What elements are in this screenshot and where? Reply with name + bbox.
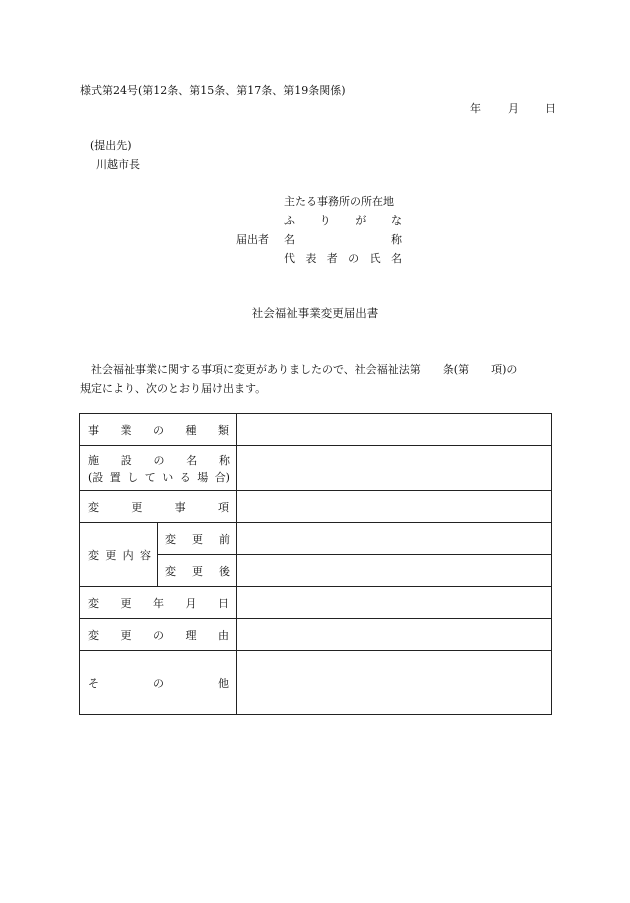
char: 更 xyxy=(192,564,203,578)
char: 更 xyxy=(120,596,132,610)
char: ふ xyxy=(284,214,295,227)
char: の xyxy=(153,423,164,437)
body-line-1 xyxy=(80,360,555,379)
table-row xyxy=(80,619,552,651)
date-year-label: 年 xyxy=(470,102,481,115)
char: る xyxy=(179,470,191,484)
char: 年 xyxy=(153,596,164,610)
char: の xyxy=(348,252,360,265)
char: 代 xyxy=(284,252,295,265)
char: 由 xyxy=(218,628,229,642)
recipient-name: 川越市長 xyxy=(96,158,140,171)
notifier-label: 届出者 xyxy=(236,233,269,246)
char: の xyxy=(153,453,165,467)
char: 他 xyxy=(218,676,229,690)
char: 項 xyxy=(217,500,229,514)
char: 設 xyxy=(120,453,132,467)
char: (設 xyxy=(88,470,104,484)
char: 前 xyxy=(219,532,230,546)
char: 氏 xyxy=(369,252,381,265)
char: 変 xyxy=(88,596,99,610)
business-type-value[interactable] xyxy=(237,414,552,446)
before-change-value[interactable] xyxy=(237,523,552,555)
before-change-label xyxy=(158,523,237,555)
date-day-label: 日 xyxy=(545,102,556,115)
change-reason-label xyxy=(80,619,237,651)
char: 称 xyxy=(219,453,230,467)
after-change-value[interactable] xyxy=(237,555,552,587)
field-furigana-label xyxy=(284,212,402,228)
table-row xyxy=(80,523,552,555)
form-table xyxy=(79,413,552,715)
char: 合) xyxy=(214,470,230,484)
char: 容 xyxy=(139,548,151,562)
char: 更 xyxy=(131,500,143,514)
char: 類 xyxy=(218,423,229,437)
char: 種 xyxy=(185,423,197,437)
char: て xyxy=(144,470,156,484)
char: 名 xyxy=(390,252,402,265)
after-change-label xyxy=(158,555,237,587)
body-text-part: 項)の xyxy=(491,363,518,376)
table-row xyxy=(80,446,552,491)
change-content-label xyxy=(80,523,158,587)
other-label xyxy=(80,651,237,715)
char: 場 xyxy=(197,470,209,484)
char: 事 xyxy=(174,500,186,514)
field-address-label xyxy=(284,193,402,209)
char: 表 xyxy=(305,252,317,265)
char: 変 xyxy=(88,628,99,642)
char: 変 xyxy=(165,564,176,578)
char: 月 xyxy=(185,596,197,610)
char: 事 xyxy=(88,423,99,437)
char: 者 xyxy=(326,252,338,265)
address-text: 主たる事務所の所在地 xyxy=(284,195,394,208)
char: 内 xyxy=(122,548,134,562)
char: 置 xyxy=(109,470,121,484)
char: 称 xyxy=(391,233,402,246)
char: 変 xyxy=(165,532,176,546)
other-value[interactable] xyxy=(237,651,552,715)
document-title: 社会福祉事業変更届出書 xyxy=(251,306,379,320)
business-type-label xyxy=(80,414,237,446)
table-row xyxy=(80,651,552,715)
char: し xyxy=(127,470,139,484)
table-row xyxy=(80,491,552,523)
recipient-label: (提出先) xyxy=(90,139,132,152)
table-row xyxy=(80,414,552,446)
facility-name-label xyxy=(80,446,237,491)
char: が xyxy=(355,214,367,227)
table-row xyxy=(80,587,552,619)
char: り xyxy=(319,214,331,227)
char: な xyxy=(390,214,402,227)
char: 更 xyxy=(192,532,203,546)
change-date-label xyxy=(80,587,237,619)
char: 更 xyxy=(105,548,117,562)
field-representative-label xyxy=(284,250,402,266)
char: の xyxy=(153,676,164,690)
char: い xyxy=(162,470,174,484)
char: 名 xyxy=(186,453,198,467)
char: 理 xyxy=(185,628,197,642)
field-name-label xyxy=(284,231,402,247)
char: 名 xyxy=(284,233,295,246)
body-text-part: 条(第 xyxy=(442,363,470,376)
char: 変 xyxy=(88,500,99,514)
date-month-label: 月 xyxy=(508,102,519,115)
char: 施 xyxy=(88,453,99,467)
char: の xyxy=(153,628,164,642)
body-line-2: 規定により、次のとおり届け出ます。 xyxy=(80,382,267,395)
char: 日 xyxy=(218,596,229,610)
body-text xyxy=(80,360,555,398)
form-number: 様式第24号(第12条、第15条、第17条、第19条関係) xyxy=(80,84,346,97)
change-item-value[interactable] xyxy=(237,491,552,523)
facility-name-value[interactable] xyxy=(237,446,552,491)
body-text-part: 社会福祉事業に関する事項に変更がありましたので、社会福祉法第 xyxy=(91,363,421,376)
char: 更 xyxy=(120,628,132,642)
char: 後 xyxy=(219,564,230,578)
change-reason-value[interactable] xyxy=(237,619,552,651)
change-date-value[interactable] xyxy=(237,587,552,619)
change-item-label xyxy=(80,491,237,523)
char: 変 xyxy=(88,548,99,562)
char: 業 xyxy=(120,423,132,437)
char: そ xyxy=(88,676,99,690)
